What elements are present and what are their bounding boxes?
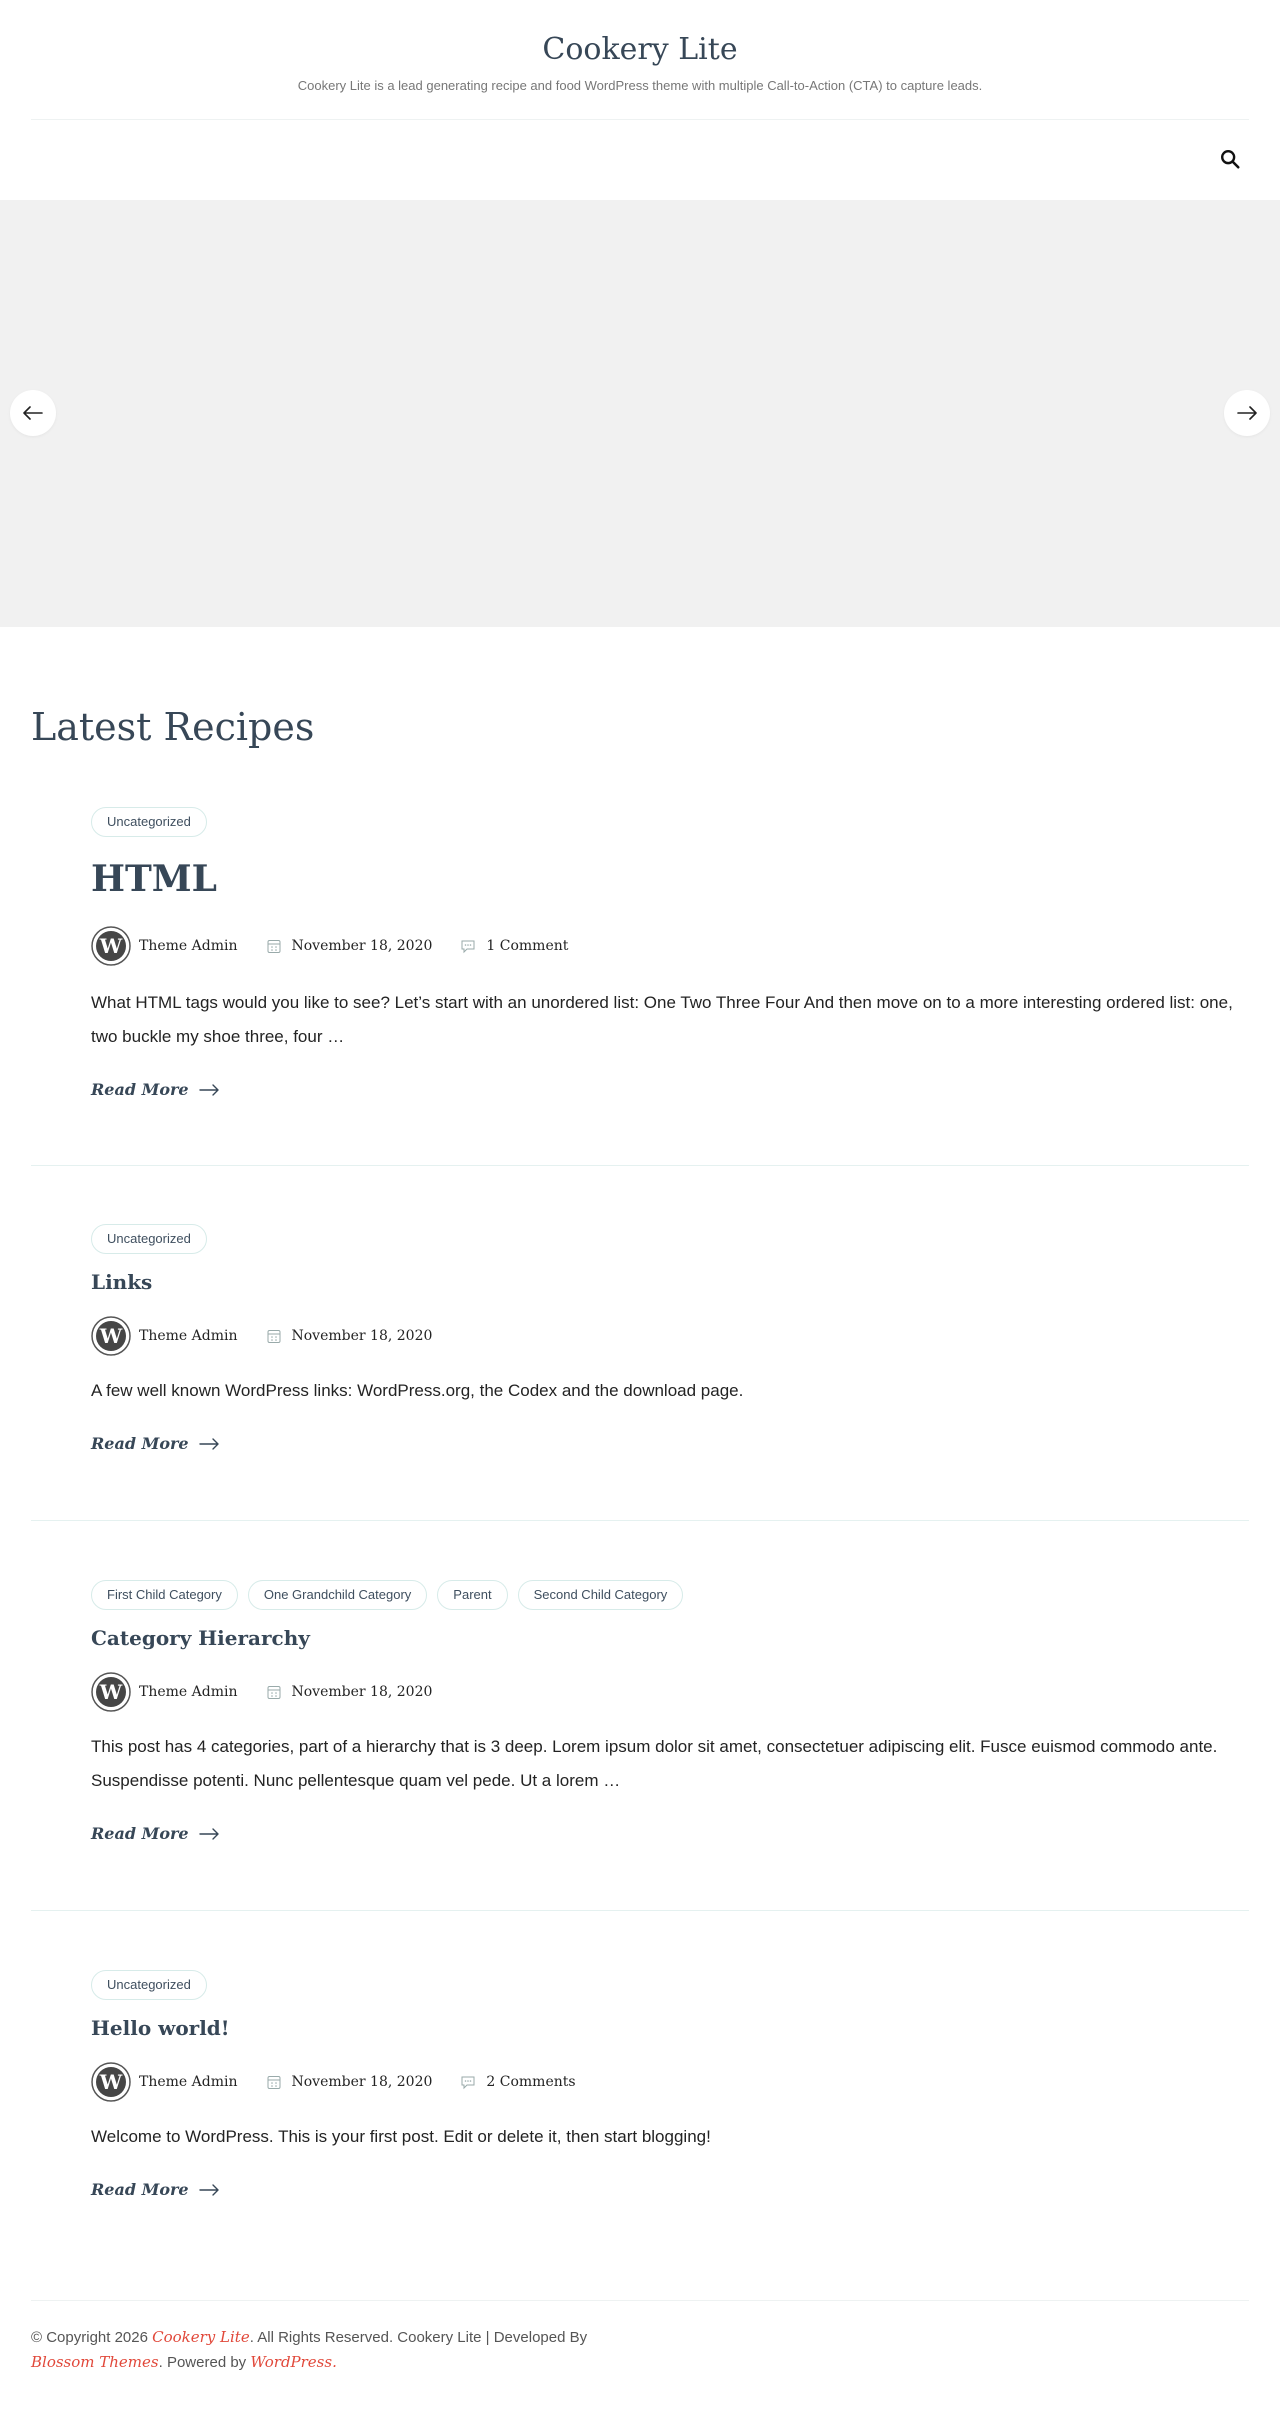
category-tag[interactable]: First Child Category — [91, 1580, 238, 1610]
post-categories — [91, 1580, 1249, 1610]
post-card — [91, 1580, 1249, 1843]
post-meta — [91, 2062, 1249, 2102]
post-title[interactable]: Links — [91, 1270, 153, 1294]
svg-text:W: W — [99, 2070, 123, 2094]
post-date: November 18, 2020 — [291, 2074, 433, 2090]
developer-link[interactable]: Blossom Themes — [31, 2353, 159, 2371]
post-categories — [91, 807, 1249, 837]
arrow-right-icon — [199, 1438, 219, 1450]
hero-slider — [0, 200, 1280, 627]
avatar[interactable] — [91, 926, 131, 966]
site-footer — [31, 2325, 631, 2375]
svg-text:W: W — [99, 1324, 123, 1348]
avatar[interactable] — [91, 2062, 131, 2102]
read-more-label: Read More — [91, 1434, 189, 1453]
post-excerpt: Welcome to WordPress. This is your first post. Edit or delete it, then start blogging! — [91, 2127, 711, 2146]
post-author[interactable]: Theme Admin — [139, 1328, 238, 1344]
category-tag[interactable]: Parent — [437, 1580, 507, 1610]
copyright-text: © Copyright 2026 — [31, 2329, 153, 2346]
post-title[interactable]: Category Hierarchy — [91, 1626, 310, 1650]
post-title[interactable]: Hello world! — [91, 2016, 230, 2040]
post-date: November 18, 2020 — [291, 1328, 433, 1344]
post-date-meta[interactable] — [266, 2074, 433, 2090]
post-meta — [91, 1316, 1249, 1356]
arrow-right-icon — [199, 1828, 219, 1840]
post-divider — [31, 1165, 1249, 1166]
site-title[interactable]: Cookery Lite — [542, 32, 738, 67]
avatar[interactable] — [91, 1316, 131, 1356]
footer-divider — [31, 2300, 1249, 2301]
post-excerpt: What HTML tags would you like to see? Let’s start with an unordered list: One Two Three Four And then move on to a more interesting ordered list: one, two buckle my shoe three, four … — [91, 993, 1233, 1046]
avatar[interactable] — [91, 1672, 131, 1712]
calendar-icon — [266, 938, 282, 954]
category-tag[interactable]: Uncategorized — [91, 807, 207, 837]
read-more-link[interactable] — [91, 1434, 219, 1453]
comment-icon — [460, 2074, 476, 2090]
svg-text:W: W — [99, 1680, 123, 1704]
search-icon[interactable] — [1219, 148, 1245, 174]
post-card — [91, 807, 1249, 1099]
post-comments-meta[interactable] — [460, 2074, 575, 2090]
post-comments: 1 Comment — [486, 938, 569, 954]
post-categories — [91, 1970, 1249, 2000]
read-more-link[interactable] — [91, 1080, 219, 1099]
site-header — [0, 0, 1280, 120]
calendar-icon — [266, 1684, 282, 1700]
read-more-link[interactable] — [91, 1824, 219, 1843]
category-tag[interactable]: Uncategorized — [91, 1970, 207, 2000]
post-excerpt: This post has 4 categories, part of a hierarchy that is 3 deep. Lorem ipsum dolor sit amet, consectetuer adipiscing elit. Fusce euismod commodo ante. Suspendisse potenti. Nunc pellentesque quam vel pede. Ut a lorem … — [91, 1737, 1218, 1790]
wordpress-link[interactable]: WordPress — [250, 2353, 333, 2371]
arrow-left-icon[interactable] — [10, 390, 56, 436]
post-author[interactable]: Theme Admin — [139, 1684, 238, 1700]
post-divider — [31, 1520, 1249, 1521]
post-date-meta[interactable] — [266, 1328, 433, 1344]
post-card — [91, 1224, 1249, 1453]
read-more-label: Read More — [91, 1080, 189, 1099]
post-card — [91, 1970, 1249, 2199]
site-description: Cookery Lite is a lead generating recipe and food WordPress theme with multiple Call-to-Action (CTA) to capture leads. — [297, 78, 983, 93]
arrow-right-icon — [199, 1084, 219, 1096]
read-more-label: Read More — [91, 1824, 189, 1843]
post-date-meta[interactable] — [266, 938, 433, 954]
post-date: November 18, 2020 — [291, 938, 433, 954]
post-excerpt: A few well known WordPress links: WordPress.org, the Codex and the download page. — [91, 1381, 744, 1400]
post-author[interactable]: Theme Admin — [139, 2074, 238, 2090]
arrow-right-icon — [199, 2184, 219, 2196]
read-more-link[interactable] — [91, 2180, 219, 2199]
post-categories — [91, 1224, 1249, 1254]
nav-bar — [0, 120, 1280, 200]
category-tag[interactable]: Second Child Category — [518, 1580, 684, 1610]
comment-icon — [460, 938, 476, 954]
category-tag[interactable]: Uncategorized — [91, 1224, 207, 1254]
post-date: November 18, 2020 — [291, 1684, 433, 1700]
post-comments-meta[interactable] — [460, 938, 568, 954]
arrow-right-icon[interactable] — [1224, 390, 1270, 436]
post-date-meta[interactable] — [266, 1684, 433, 1700]
calendar-icon — [266, 2074, 282, 2090]
post-meta — [91, 926, 1249, 966]
post-author[interactable]: Theme Admin — [139, 938, 238, 954]
powered-text: . Powered by — [158, 2354, 251, 2371]
calendar-icon — [266, 1328, 282, 1344]
rights-text: . All Rights Reserved. Cookery Lite | Developed By — [249, 2329, 588, 2346]
read-more-label: Read More — [91, 2180, 189, 2199]
section-title: Latest Recipes — [31, 705, 315, 749]
footer-site-link[interactable]: Cookery Lite — [152, 2328, 250, 2346]
post-comments: 2 Comments — [486, 2074, 576, 2090]
post-meta — [91, 1672, 1249, 1712]
post-title[interactable]: HTML — [91, 858, 217, 900]
svg-text:W: W — [99, 934, 123, 958]
powered-suffix: . — [332, 2353, 337, 2371]
post-divider — [31, 1910, 1249, 1911]
category-tag[interactable]: One Grandchild Category — [248, 1580, 427, 1610]
